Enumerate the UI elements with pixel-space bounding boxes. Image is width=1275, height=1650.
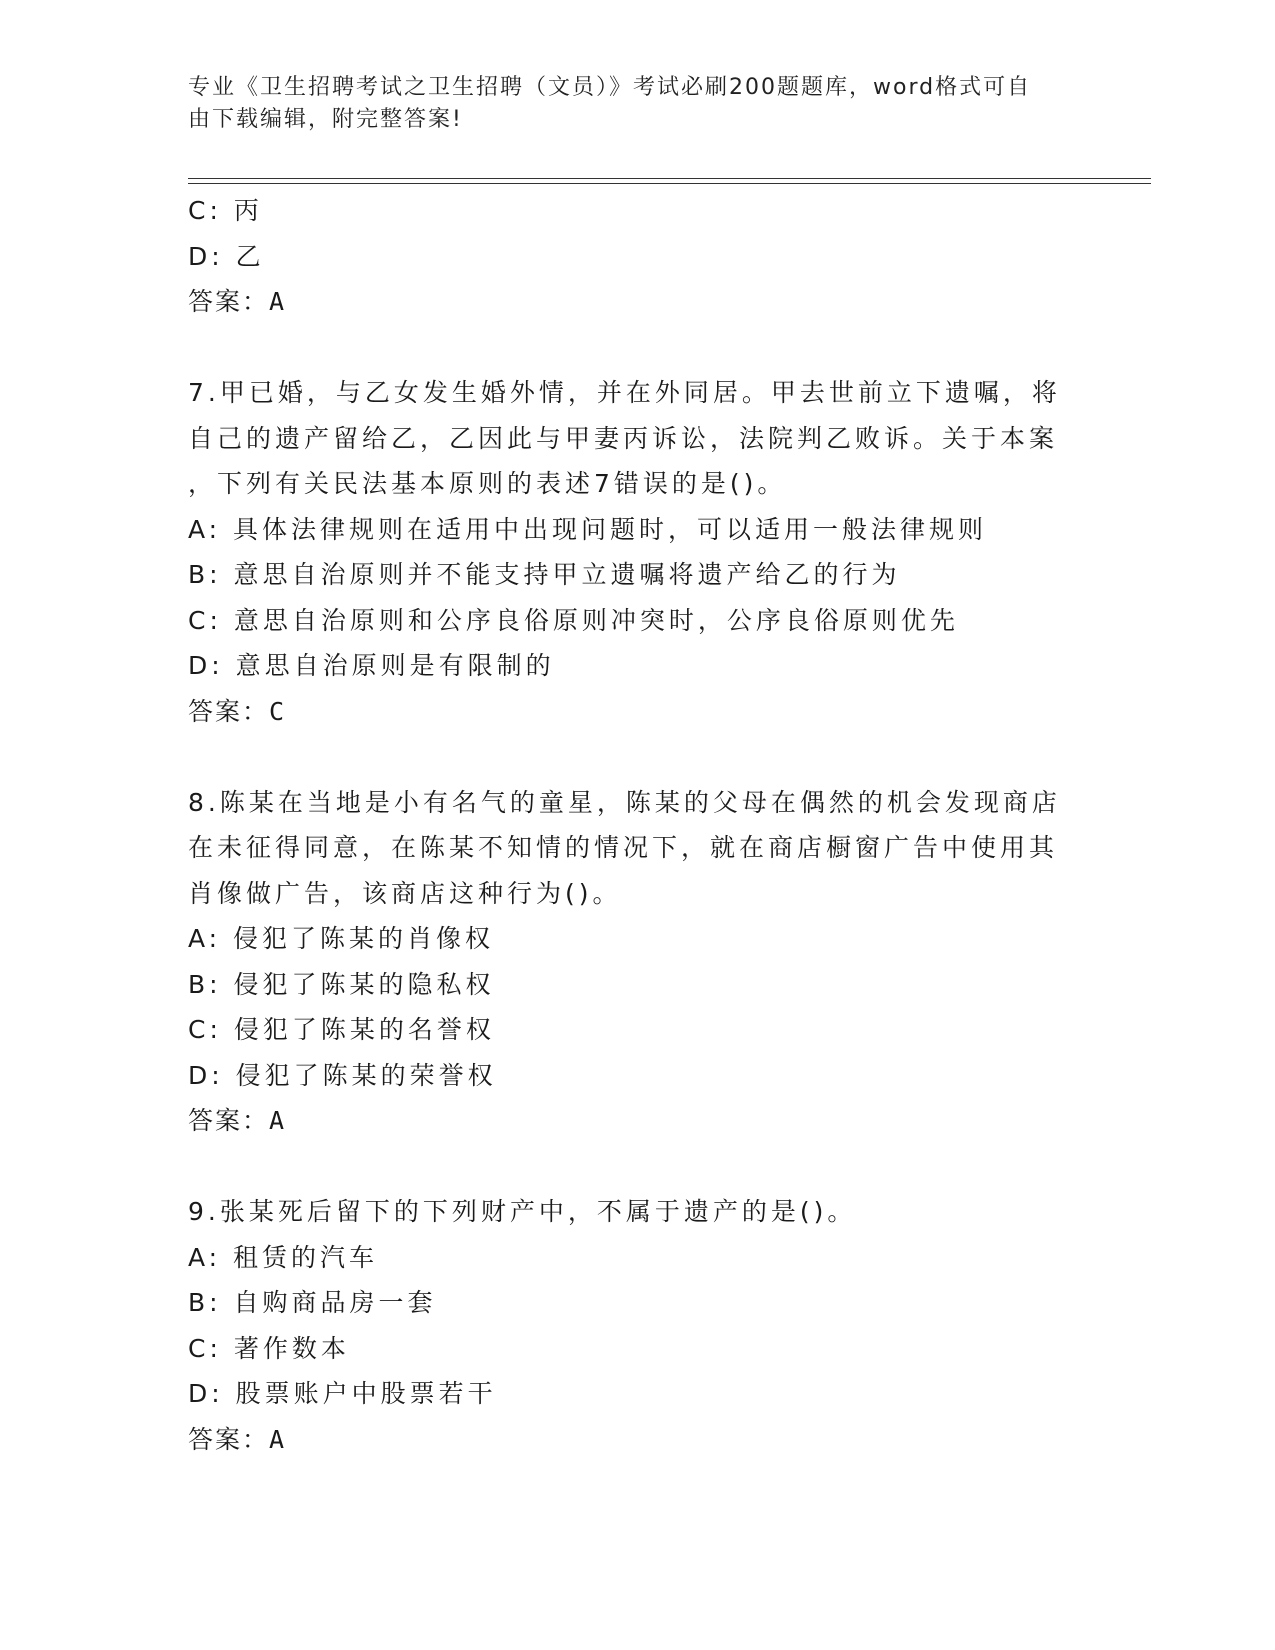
option-b: B: 自购商品房一套 [188, 1288, 437, 1317]
question-stem-line: 自己的遗产留给乙，乙因此与甲妻丙诉讼，法院判乙败诉。关于本案 [188, 423, 1059, 453]
answer-value: A [269, 1106, 287, 1135]
header-title-line-2: 由下载编辑，附完整答案! [188, 107, 463, 132]
answer-value: A [269, 1424, 287, 1454]
question-stem-line: ，下列有关民法基本原则的表述7错误的是()。 [188, 469, 787, 498]
header-divider-top [188, 178, 1151, 179]
header-divider-bottom [188, 183, 1151, 184]
option-d: D: 乙 [188, 241, 265, 271]
spacer [188, 1144, 1068, 1190]
answer-label: 答案： [188, 696, 270, 726]
page-header [188, 72, 1068, 136]
option-a: A: 侵犯了陈某的肖像权 [188, 924, 495, 953]
option-c: C: 著作数本 [188, 1333, 350, 1363]
question-list [188, 188, 1068, 1462]
question-stem-line: 在未征得同意，在陈某不知情的情况下，就在商店橱窗广告中使用其 [188, 833, 1059, 862]
spacer [188, 734, 1068, 780]
header-title-line-1: 专业《卫生招聘考试之卫生招聘（文员）》考试必刷200题题库，word格式可自 [188, 75, 1032, 100]
option-c: C: 意思自治原则和公序良俗原则冲突时，公序良俗原则优先 [188, 605, 959, 635]
question-block-8 [188, 780, 1068, 1144]
answer-line [188, 1098, 1068, 1144]
option-d: D: 侵犯了陈某的荣誉权 [188, 1060, 497, 1090]
option-a: A: 具体法律规则在适用中出现问题时，可以适用一般法律规则 [188, 514, 988, 544]
answer-line [188, 1417, 1068, 1463]
option-c: C: 侵犯了陈某的名誉权 [188, 1015, 495, 1044]
answer-label: 答案： [188, 1106, 270, 1135]
question-stem-line: 9.张某死后留下的下列财产中，不属于遗产的是()。 [188, 1197, 857, 1226]
question-block-7 [188, 370, 1068, 734]
option-b: B: 意思自治原则并不能支持甲立遗嘱将遗产给乙的行为 [188, 560, 901, 589]
question-block-9 [188, 1189, 1068, 1462]
option-c: C: 丙 [188, 196, 263, 225]
question-block-continued [188, 188, 1068, 325]
answer-line [188, 689, 1068, 735]
option-a: A: 租赁的汽车 [188, 1242, 379, 1272]
answer-value: A [269, 287, 287, 316]
answer-value: C [269, 696, 287, 726]
answer-label: 答案： [188, 1424, 270, 1454]
spacer [188, 325, 1068, 371]
option-d: D: 股票账户中股票若干 [188, 1379, 497, 1408]
answer-label: 答案： [188, 287, 270, 316]
option-b: B: 侵犯了陈某的隐私权 [188, 969, 495, 999]
option-d: D: 意思自治原则是有限制的 [188, 651, 555, 680]
answer-line [188, 279, 1068, 325]
question-stem-line: 8.陈某在当地是小有名气的童星，陈某的父母在偶然的机会发现商店 [188, 787, 1061, 817]
question-stem-line: 7.甲已婚，与乙女发生婚外情，并在外同居。甲去世前立下遗嘱，将 [188, 378, 1061, 407]
question-stem-line: 肖像做广告，该商店这种行为()。 [188, 878, 622, 908]
